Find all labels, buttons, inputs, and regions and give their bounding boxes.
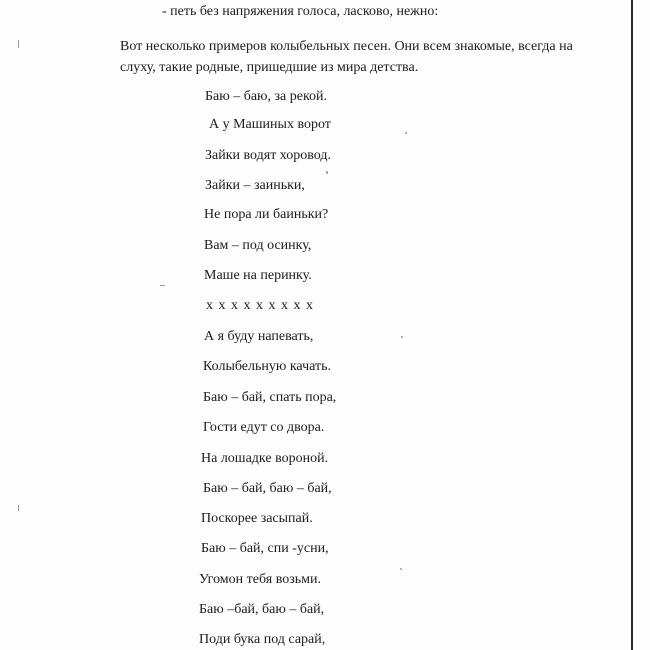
- poem-line: Вам – под осинку,: [204, 238, 312, 253]
- poem-line: Поскорее засыпай.: [201, 511, 313, 526]
- scan-speck: [160, 285, 165, 286]
- poem-line: А у Машиных ворот: [209, 117, 331, 132]
- poem-line: Колыбельную качать.: [203, 359, 331, 374]
- poem-line: Баю – бай, спать пора,: [203, 390, 337, 405]
- poem-line: Баю – бай, баю – бай,: [203, 481, 332, 496]
- scan-speck: [326, 171, 328, 174]
- scan-speck: [18, 40, 19, 48]
- poem-line: Зайки – заиньки,: [205, 178, 305, 193]
- scan-speck: [405, 132, 407, 134]
- poem-line: Маше на перинку.: [204, 268, 312, 283]
- poem-line: Угомон тебя возьми.: [199, 572, 321, 587]
- poem-line: Баю – бай, спи -усни,: [201, 541, 329, 556]
- intro-line: Вот несколько примеров колыбельных песен. Они всем знакомые, всегда на: [120, 39, 573, 54]
- scan-speck: [18, 505, 19, 511]
- scan-speck: [400, 568, 402, 570]
- bullet-instruction: - петь без напряжения голоса, ласково, нежно:: [162, 4, 439, 19]
- poem-line: х х х х х х х х х: [206, 298, 314, 313]
- poem-line: Поди бука под сарай,: [199, 632, 326, 647]
- poem-line: А я буду напевать,: [204, 329, 314, 344]
- scan-speck: [401, 336, 403, 338]
- poem-line: Баю –бай, баю – бай,: [199, 602, 325, 617]
- poem-line: На лошадке вороной.: [201, 451, 329, 466]
- poem-line: Гости едут со двора.: [203, 420, 325, 435]
- intro-line: слуху, такие родные, пришедшие из мира детства.: [120, 60, 419, 75]
- poem-line: Баю – баю, за рекой.: [205, 89, 328, 104]
- poem-line: Не пора ли баиньки?: [204, 207, 329, 222]
- poem-line: Зайки водят хоровод.: [205, 148, 332, 163]
